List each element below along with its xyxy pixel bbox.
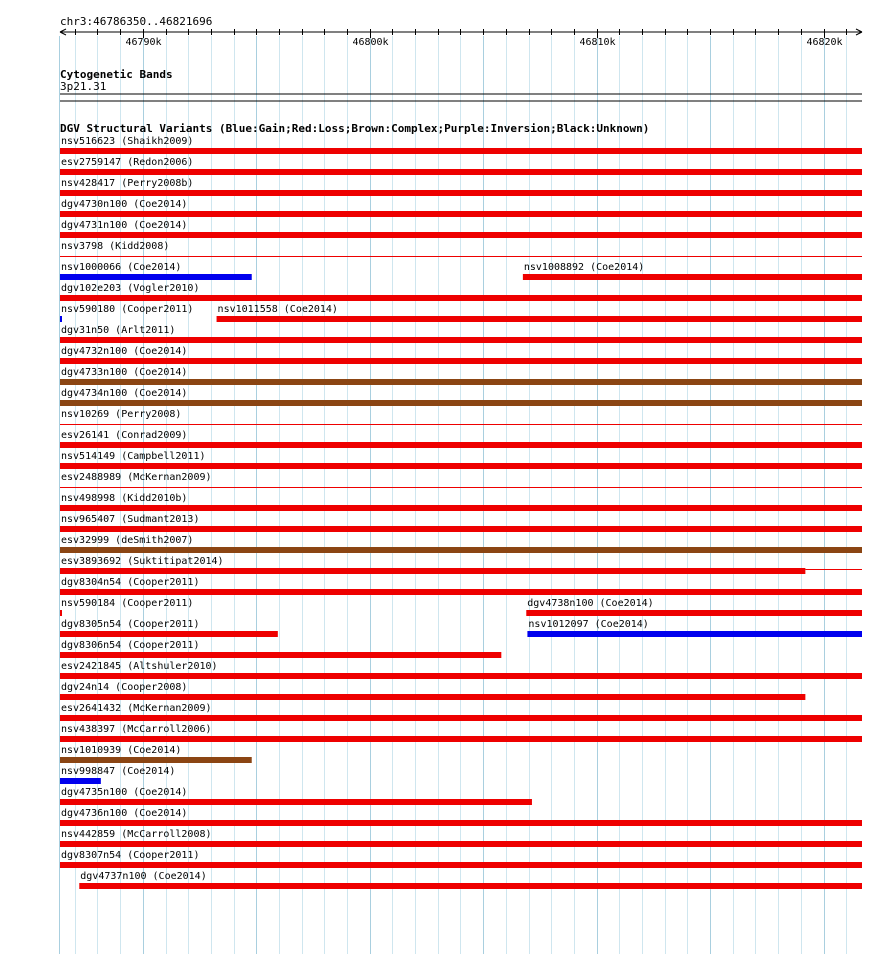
dgv-feature-label[interactable]: esv32999 (deSmith2007) — [61, 535, 194, 546]
dgv-feature-bar[interactable] — [60, 505, 862, 511]
dgv-feature-bar[interactable] — [60, 736, 862, 742]
ruler-tick-label: 46820k — [806, 37, 843, 48]
ruler-tick-label: 46810k — [579, 37, 616, 48]
dgv-feature-label[interactable]: dgv4731n100 (Coe2014) — [61, 220, 188, 231]
dgv-feature-label[interactable]: dgv4737n100 (Coe2014) — [80, 871, 207, 882]
dgv-feature-label[interactable]: nsv10269 (Perry2008) — [61, 409, 182, 420]
dgv-feature-label[interactable]: dgv24n14 (Cooper2008) — [61, 682, 188, 693]
dgv-feature-bar[interactable] — [60, 631, 278, 637]
dgv-feature-bar[interactable] — [60, 487, 862, 488]
dgv-feature-label[interactable]: nsv1010939 (Coe2014) — [61, 745, 182, 756]
dgv-feature-label[interactable]: nsv428417 (Perry2008b) — [61, 178, 194, 189]
dgv-feature-label[interactable]: dgv8307n54 (Cooper2011) — [61, 850, 200, 861]
dgv-feature-bar[interactable] — [60, 799, 532, 805]
cytoband-track-title: Cytogenetic Bands — [60, 68, 173, 81]
dgv-feature-bar[interactable] — [60, 169, 862, 175]
dgv-feature-bar[interactable] — [60, 841, 862, 847]
dgv-feature-bar[interactable] — [527, 631, 862, 637]
dgv-feature-bar[interactable] — [60, 694, 805, 700]
dgv-feature-label[interactable]: dgv31n50 (Arlt2011) — [61, 325, 176, 336]
dgv-feature-bar[interactable] — [60, 295, 862, 301]
dgv-feature-bar[interactable] — [60, 526, 862, 532]
dgv-feature-label[interactable]: nsv3798 (Kidd2008) — [61, 241, 170, 252]
dgv-feature-label[interactable]: nsv590180 (Cooper2011) — [61, 304, 194, 315]
dgv-feature-label[interactable]: nsv498998 (Kidd2010b) — [61, 493, 188, 504]
dgv-feature-label[interactable]: esv2641432 (McKernan2009) — [61, 703, 212, 714]
cytoband-label: 3p21.31 — [60, 80, 107, 93]
dgv-track-title: DGV Structural Variants (Blue:Gain;Red:Loss;Brown:Complex;Purple:Inversion;Black:Unknown) — [60, 122, 650, 135]
dgv-feature-label[interactable]: dgv4732n100 (Coe2014) — [61, 346, 188, 357]
dgv-feature-bar[interactable] — [60, 400, 862, 406]
dgv-feature-label[interactable]: dgv4733n100 (Coe2014) — [61, 367, 188, 378]
dgv-feature-label[interactable]: nsv998847 (Coe2014) — [61, 766, 176, 777]
dgv-feature-label[interactable]: dgv4738n100 (Coe2014) — [527, 598, 654, 609]
dgv-feature-label[interactable]: dgv4734n100 (Coe2014) — [61, 388, 188, 399]
dgv-feature-bar[interactable] — [60, 211, 862, 217]
dgv-feature-label[interactable]: nsv965407 (Sudmant2013) — [61, 514, 200, 525]
dgv-feature-label[interactable]: dgv8306n54 (Cooper2011) — [61, 640, 200, 651]
dgv-feature-bar[interactable] — [60, 568, 805, 574]
dgv-feature-bar[interactable] — [60, 316, 62, 322]
dgv-feature-bar[interactable] — [60, 652, 501, 658]
dgv-feature-label[interactable]: nsv590184 (Cooper2011) — [61, 598, 194, 609]
dgv-feature-bar[interactable] — [60, 820, 862, 826]
dgv-feature-label[interactable]: dgv4735n100 (Coe2014) — [61, 787, 188, 798]
dgv-feature-bar[interactable] — [60, 589, 862, 595]
dgv-feature-bar[interactable] — [60, 190, 862, 196]
dgv-feature-bar[interactable] — [217, 316, 862, 322]
dgv-feature-label[interactable]: nsv438397 (McCarroll2006) — [61, 724, 212, 735]
dgv-feature-label[interactable]: nsv516623 (Shaikh2009) — [61, 136, 194, 147]
ruler-tick-label: 46790k — [125, 37, 162, 48]
dgv-feature-label[interactable]: esv26141 (Conrad2009) — [61, 430, 188, 441]
dgv-feature-bar[interactable] — [523, 274, 862, 280]
dgv-feature-bar[interactable] — [79, 883, 862, 889]
dgv-feature-label[interactable]: dgv8304n54 (Cooper2011) — [61, 577, 200, 588]
dgv-feature-bar[interactable] — [60, 673, 862, 679]
dgv-feature-label[interactable]: esv2421845 (Altshuler2010) — [61, 661, 218, 672]
dgv-feature-bar[interactable] — [60, 379, 862, 385]
dgv-feature-label[interactable]: dgv8305n54 (Cooper2011) — [61, 619, 200, 630]
dgv-feature-bar[interactable] — [60, 274, 252, 280]
dgv-feature-bar[interactable] — [60, 862, 862, 868]
dgv-feature-label[interactable]: dgv4730n100 (Coe2014) — [61, 199, 188, 210]
dgv-feature-label[interactable]: nsv1011558 (Coe2014) — [217, 304, 338, 315]
dgv-feature-bar[interactable] — [60, 715, 862, 721]
dgv-feature-label[interactable]: dgv102e203 (Vogler2010) — [61, 283, 200, 294]
dgv-feature-bar[interactable] — [60, 610, 62, 616]
dgv-feature-label[interactable]: esv2759147 (Redon2006) — [61, 157, 194, 168]
dgv-feature-label[interactable]: nsv1012097 (Coe2014) — [528, 619, 649, 630]
dgv-feature-bar[interactable] — [526, 610, 862, 616]
dgv-feature-bar[interactable] — [60, 547, 862, 553]
dgv-feature-bar[interactable] — [60, 757, 252, 763]
dgv-feature-label[interactable]: dgv4736n100 (Coe2014) — [61, 808, 188, 819]
dgv-feature-label[interactable]: nsv514149 (Campbell2011) — [61, 451, 206, 462]
dgv-feature-label[interactable]: nsv1000066 (Coe2014) — [61, 262, 182, 273]
dgv-feature-bar[interactable] — [60, 337, 862, 343]
dgv-feature-label[interactable]: nsv442859 (McCarroll2008) — [61, 829, 212, 840]
ruler-tick-label: 46800k — [352, 37, 389, 48]
dgv-feature-bar[interactable] — [60, 232, 862, 238]
dgv-feature-label[interactable]: esv3893692 (Suktitipat2014) — [61, 556, 224, 567]
dgv-feature-bar[interactable] — [60, 424, 862, 425]
dgv-feature-bar[interactable] — [60, 778, 101, 784]
position-label: chr3:46786350..46821696 — [60, 15, 213, 28]
dgv-feature-bar[interactable] — [60, 148, 862, 154]
dgv-feature-bar[interactable] — [60, 256, 862, 257]
dgv-feature-label[interactable]: nsv1008892 (Coe2014) — [523, 262, 645, 273]
dgv-feature-bar[interactable] — [60, 442, 862, 448]
dgv-feature-label[interactable]: esv2488989 (McKernan2009) — [61, 472, 212, 483]
dgv-feature-connector — [805, 569, 862, 570]
dgv-feature-bar[interactable] — [60, 358, 862, 364]
dgv-feature-bar[interactable] — [60, 463, 862, 469]
